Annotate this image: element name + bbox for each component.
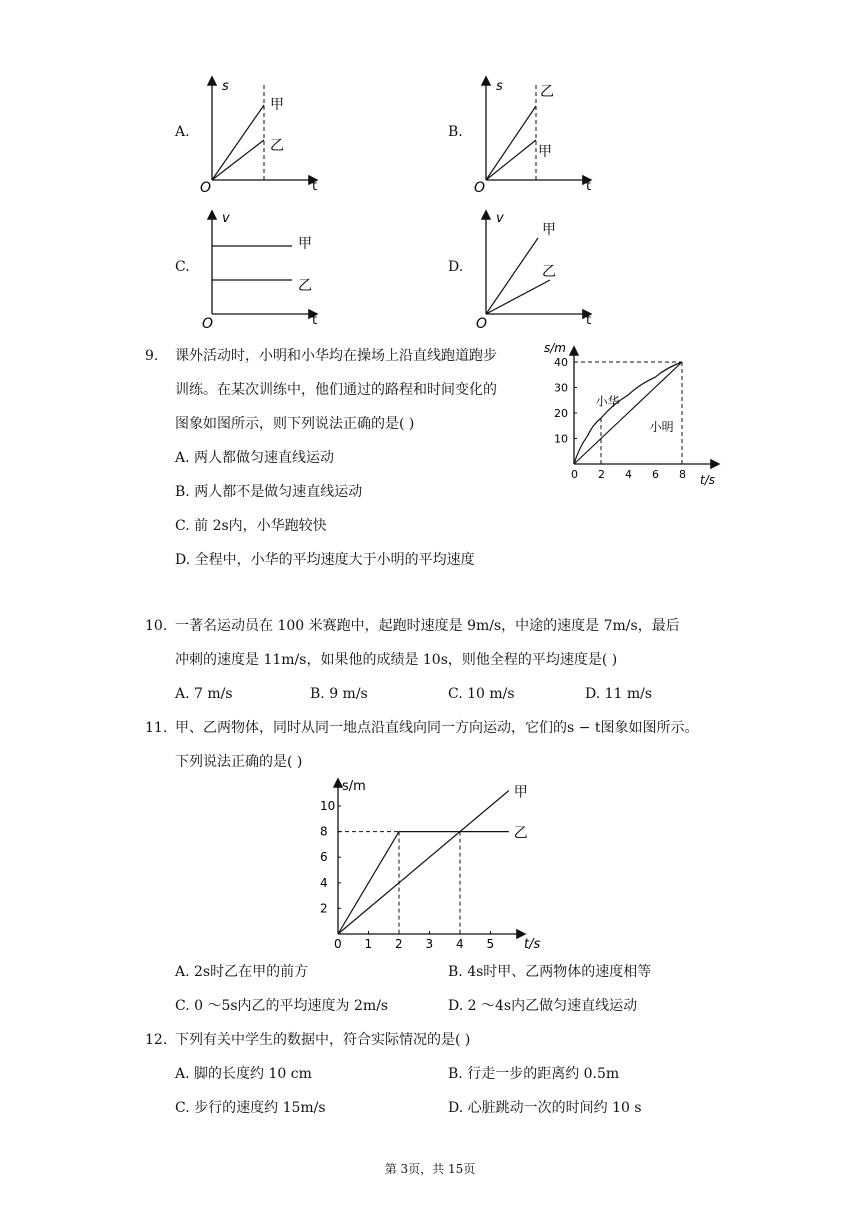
q12-option-b[interactable]: B. 行走一步的距离约 0.5m bbox=[448, 1066, 620, 1082]
q10-number: 10. bbox=[145, 618, 168, 634]
q12-number: 12. bbox=[145, 1032, 168, 1048]
q9-option-d[interactable]: D. 全程中，小华的平均速度大于小明的平均速度 bbox=[175, 552, 475, 568]
y-axis-label: s/m bbox=[342, 779, 366, 794]
q9-option-c[interactable]: C. 前 2s内，小华跑较快 bbox=[175, 518, 327, 534]
q11-option-d[interactable]: D. 2 ～4s内乙做匀速直线运动 bbox=[448, 998, 638, 1014]
q11-option-a[interactable]: A. 2s时乙在甲的前方 bbox=[175, 964, 309, 980]
q10-option-d[interactable]: D. 11 m/s bbox=[585, 686, 653, 702]
q8b-bottom: 甲 bbox=[538, 144, 552, 160]
q9-stem-line-2: 训练。在某次训练中，他们通过的路程和时间变化的 bbox=[175, 382, 497, 398]
x-tick-label: 3 bbox=[425, 937, 434, 951]
q12-stem: 下列有关中学生的数据中，符合实际情况的是( ) bbox=[175, 1032, 471, 1048]
y-tick-label: 8 bbox=[320, 824, 328, 839]
series-label-jia: 甲 bbox=[513, 784, 528, 801]
q10-stem-line-2: 冲刺的速度是 11m/s，如果他的成绩是 10s，则他全程的平均速度是( ) bbox=[175, 652, 618, 668]
x-tick-label: 4 bbox=[625, 468, 632, 481]
q8-option-d-label: D. bbox=[448, 259, 464, 275]
q8d-origin: O bbox=[476, 316, 488, 330]
q8a-top: 甲 bbox=[270, 97, 284, 113]
q8b-haxis: t bbox=[586, 179, 592, 194]
q11-option-c[interactable]: C. 0 ～5s内乙的平均速度为 2m/s bbox=[175, 998, 389, 1014]
y-tick-label: 10 bbox=[320, 799, 336, 813]
q11-option-b[interactable]: B. 4s时甲、乙两物体的速度相等 bbox=[448, 964, 652, 980]
q8b-top: 乙 bbox=[540, 84, 554, 100]
y-tick-label: 30 bbox=[554, 381, 568, 395]
y-tick-label: 4 bbox=[320, 875, 328, 890]
y-tick-label: 20 bbox=[554, 407, 568, 420]
q10-option-b[interactable]: B. 9 m/s bbox=[310, 686, 368, 702]
q8c-haxis: t bbox=[312, 313, 318, 328]
x-tick-label: 2 bbox=[598, 468, 605, 481]
q11-stem-line-2: 下列说法正确的是( ) bbox=[175, 754, 303, 770]
q8c-vaxis: v bbox=[222, 211, 230, 226]
q11-number: 11. bbox=[145, 720, 168, 736]
page-footer: 第 3页，共 15页 bbox=[384, 1162, 476, 1176]
x-tick-label: 2 bbox=[395, 937, 403, 951]
q8d-haxis: t bbox=[586, 313, 592, 328]
x-axis-label: t/s bbox=[700, 473, 715, 487]
y-tick-label: 10 bbox=[554, 432, 568, 446]
q12-option-a[interactable]: A. 脚的长度约 10 cm bbox=[175, 1066, 312, 1082]
q8-option-b-graph bbox=[472, 72, 602, 194]
q8c-top: 甲 bbox=[298, 236, 312, 252]
q8d-vaxis: v bbox=[496, 211, 504, 226]
q9-stem-line-3: 图象如图所示，则下列说法正确的是( ) bbox=[175, 416, 415, 432]
q8d-bottom: 乙 bbox=[542, 264, 556, 280]
series-label-yi: 乙 bbox=[513, 825, 528, 842]
q8b-vaxis: s bbox=[496, 79, 503, 94]
series-yi-line bbox=[338, 832, 509, 934]
q8-option-b-label: B. bbox=[448, 124, 463, 140]
q12-option-d[interactable]: D. 心脏跳动一次的时间约 10 s bbox=[448, 1100, 642, 1116]
q8-option-a-label: A. bbox=[175, 124, 190, 140]
q8a-origin: O bbox=[200, 180, 212, 194]
q8-option-c-graph bbox=[198, 208, 328, 330]
q9-option-a[interactable]: A. 两人都做匀速直线运动 bbox=[175, 450, 335, 466]
q9-chart bbox=[540, 338, 730, 488]
x-tick-label: 5 bbox=[486, 937, 495, 951]
q10-option-c[interactable]: C. 10 m/s bbox=[448, 686, 515, 702]
q12-option-c[interactable]: C. 步行的速度约 15m/s bbox=[175, 1100, 326, 1116]
x-tick-label: 1 bbox=[364, 937, 373, 951]
series-xiaoming-line bbox=[574, 362, 682, 464]
q8a-vaxis: s bbox=[222, 79, 229, 94]
q8a-bottom: 乙 bbox=[270, 138, 284, 154]
q10-option-a[interactable]: A. 7 m/s bbox=[175, 686, 233, 702]
x-tick-label: 4 bbox=[456, 937, 464, 951]
q8-option-a-graph bbox=[198, 72, 328, 194]
y-axis-label: s/m bbox=[544, 341, 566, 355]
x-tick-label: 0 bbox=[571, 468, 578, 481]
q8-option-c-label: C. bbox=[175, 259, 190, 275]
q8b-origin: O bbox=[474, 180, 486, 194]
q9-number: 9. bbox=[145, 348, 159, 364]
x-axis-label: t/s bbox=[524, 937, 541, 952]
x-tick-label: 0 bbox=[334, 937, 342, 951]
q9-stem-line-1: 课外活动时，小明和小华均在操场上沿直线跑道跑步 bbox=[175, 348, 497, 364]
series-jia-line bbox=[338, 791, 509, 934]
q8d-top: 甲 bbox=[542, 222, 556, 238]
q11-stem-line-1: 甲、乙两物体，同时从同一地点沿直线向同一方向运动，它们的s − t图象如图所示。 bbox=[175, 720, 699, 736]
q11-chart bbox=[310, 774, 560, 954]
series-label-xiaoming: 小明 bbox=[649, 419, 674, 434]
x-tick-label: 8 bbox=[679, 468, 686, 481]
q10-stem-line-1: 一著名运动员在 100 米赛跑中，起跑时速度是 9m/s，中途的速度是 7m/s，最后 bbox=[175, 618, 680, 634]
series-label-xiaohua: 小华 bbox=[595, 394, 620, 409]
q8a-haxis: t bbox=[312, 179, 318, 194]
x-tick-label: 6 bbox=[652, 468, 659, 481]
y-tick-label: 6 bbox=[320, 850, 328, 865]
y-tick-label: 40 bbox=[554, 356, 568, 369]
q8c-bottom: 乙 bbox=[298, 278, 312, 294]
q8-option-d-graph bbox=[472, 208, 602, 330]
q9-option-b[interactable]: B. 两人都不是做匀速直线运动 bbox=[175, 484, 363, 500]
y-tick-label: 2 bbox=[320, 901, 328, 916]
q8c-origin: O bbox=[202, 316, 214, 330]
